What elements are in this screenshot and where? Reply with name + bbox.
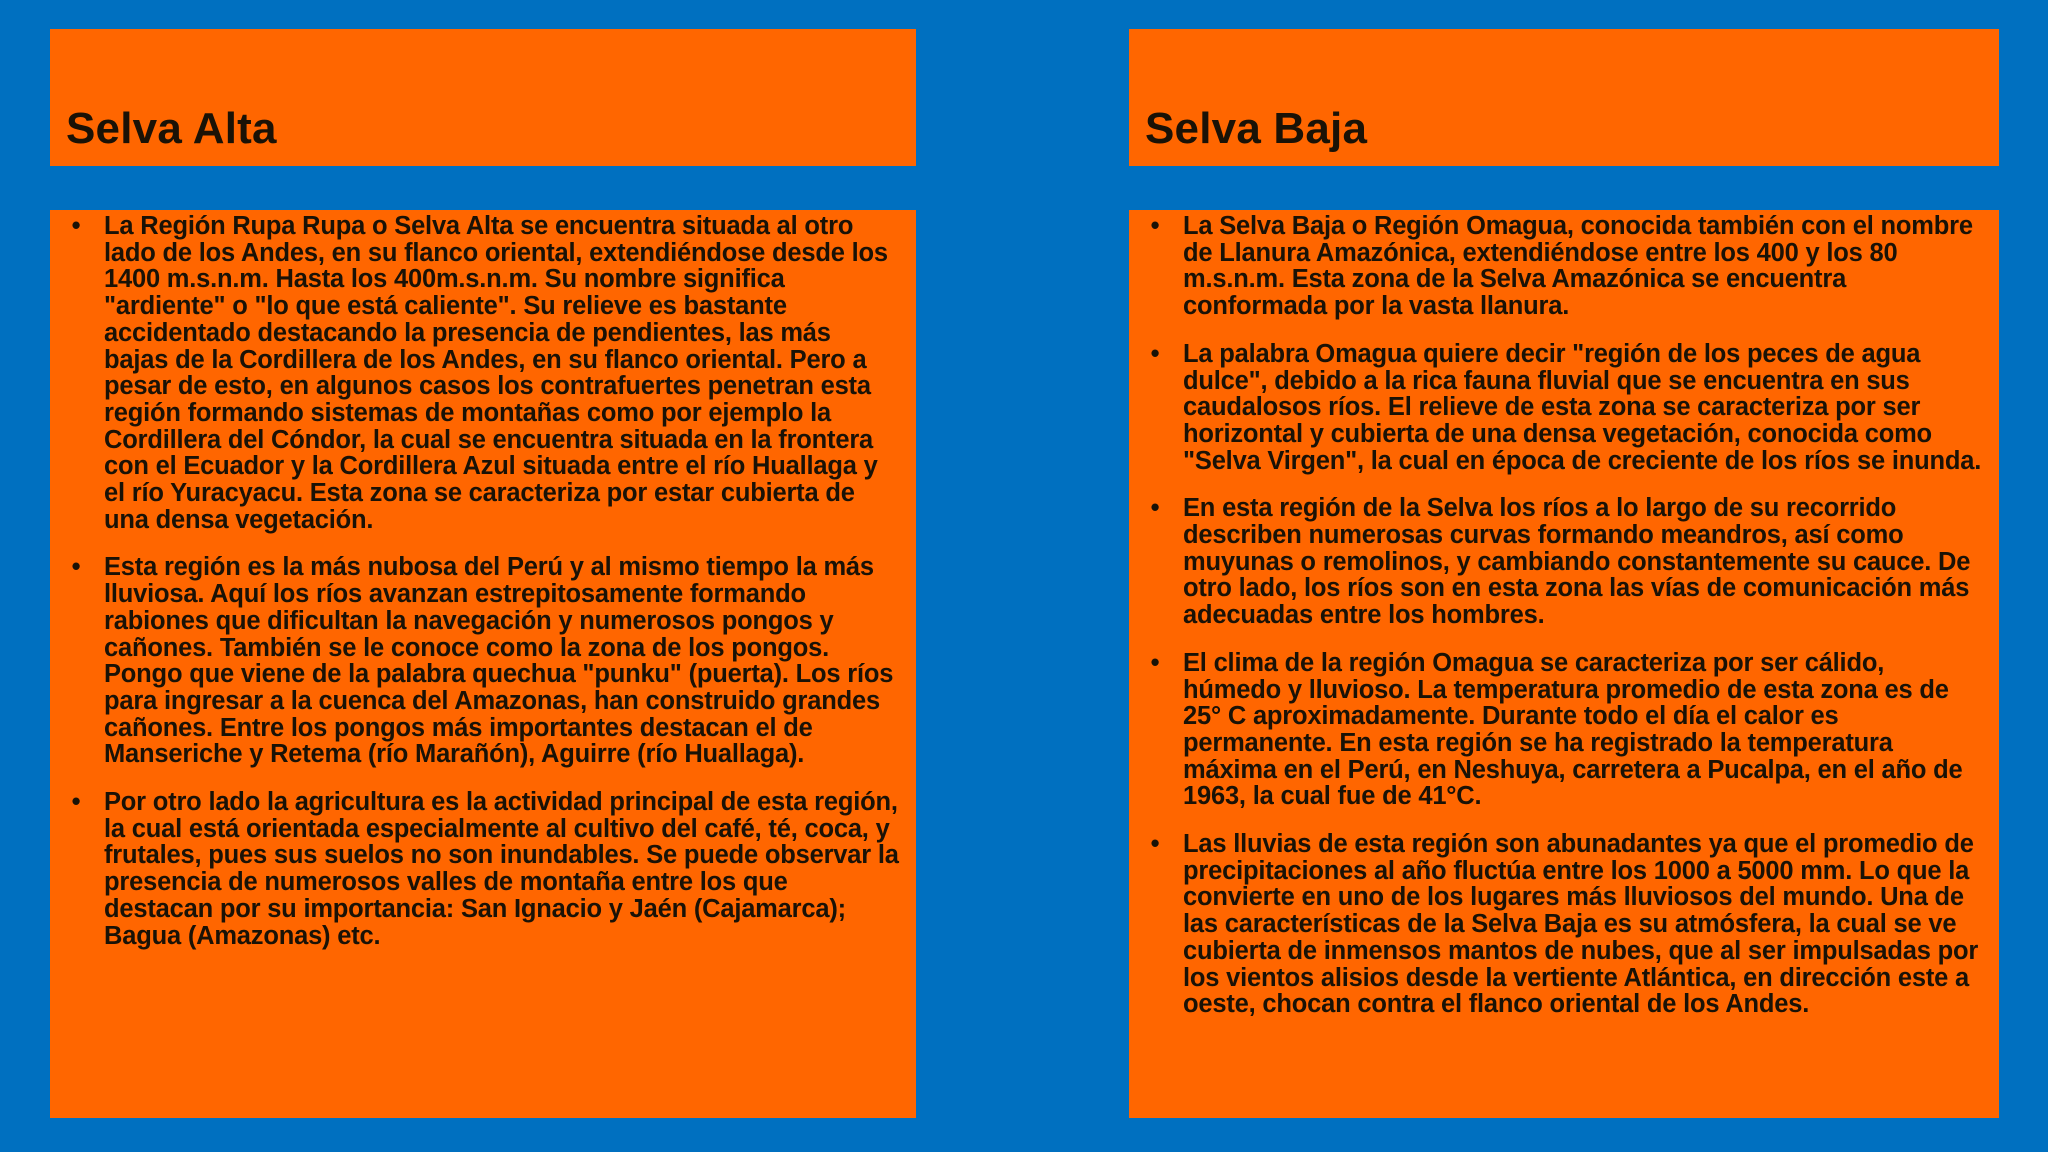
bullet-item bbox=[66, 554, 900, 768]
bullet-item bbox=[66, 789, 900, 949]
bullet-text: La palabra Omagua quiere decir "región de los peces de agua dulce", debido a la rica fauna fluvial que se encuentra en sus caudalosos ríos. El relieve de esta zona se caracteriza por ser horizontal y cubierta de una densa vegetación, conocida como "Selva Virgen", la cual en época de creciente de los ríos se inunda. bbox=[1183, 339, 1982, 475]
bullet-text: Por otro lado la agricultura es la actividad principal de esta región, la cual está orientada especialmente al cultivo del café, té, coca, y frutales, pues sus suelos no son inundables. Se puede observar la presencia de numerosos valles de montaña entre los que destacan por su importancia: San Ignacio y Jaén (Cajamarca); Bagua (Amazonas) etc. bbox=[104, 788, 899, 950]
bullet-item bbox=[66, 213, 900, 533]
bullet-glyph: • bbox=[1150, 212, 1160, 240]
selva-baja-title-panel bbox=[1129, 29, 1999, 166]
bullet-item bbox=[1145, 650, 1983, 810]
bullet-glyph: • bbox=[1150, 339, 1160, 368]
bullet-text: La Región Rupa Rupa o Selva Alta se encuentra situada al otro lado de los Andes, en su flanco oriental, extendiéndose desde los 1400 m.s.n.m. Hasta los 400m.s.n.m. Su nombre significa "ardiente" o "lo que está caliente". Su relieve es bastante accidentado destacando la presencia de pendientes, las más bajas de la Cordillera de los Andes, en su flanco oriental. Pero a pesar de esto, en algunos casos los contrafuertes penetran esta región formando sistemas de montañas como por ejemplo la Cordillera del Cóndor, la cual se encuentra situada en la frontera con el Ecuador y la Cordillera Azul situada entre el río Huallaga y el río Yuracyacu. Esta zona se caracteriza por estar cubierta de una densa vegetación. bbox=[104, 212, 888, 534]
bullet-glyph: • bbox=[1150, 830, 1160, 859]
selva-alta-title: Selva Alta bbox=[66, 104, 277, 153]
bullet-glyph: • bbox=[71, 553, 81, 582]
selva-alta-content-panel bbox=[50, 210, 916, 1118]
selva-baja-title: Selva Baja bbox=[1145, 104, 1368, 153]
bullet-item bbox=[1145, 495, 1983, 629]
bullet-text: En esta región de la Selva los ríos a lo largo de su recorrido describen numerosas curvas formando meandros, así como muyunas o remolinos, y cambiando constantemente su cauce. De otro lado, los ríos son en esta zona las vías de comunicación más adecuadas entre los hombres. bbox=[1183, 494, 1971, 630]
bullet-glyph: • bbox=[71, 788, 81, 817]
bullet-text: Las lluvias de esta región son abunadantes ya que el promedio de precipitaciones al año fluctúa entre los 1000 a 5000 mm. Lo que la convierte en uno de los lugares más lluviosos del mundo. Una de las características de la Selva Baja es su atmósfera, la cual se ve cubierta de inmensos mantos de nubes, que al ser impulsadas por los vientos alisios desde la vertiente Atlántica, en dirección este a oeste, chocan contra el flanco oriental de los Andes. bbox=[1183, 830, 1979, 1019]
selva-alta-title-panel bbox=[50, 29, 916, 166]
bullet-text: Esta región es la más nubosa del Perú y al mismo tiempo la más lluviosa. Aquí los ríos avanzan estrepitosamente formando rabiones que dificultan la navegación y numerosos pongos y cañones. También se le conoce como la zona de los pongos. Pongo que viene de la palabra quechua "punku" (puerta). Los ríos para ingresar a la cuenca del Amazonas, han construido grandes cañones. Entre los pongos más importantes destacan el de Manseriche y Retema (río Marañón), Aguirre (río Huallaga). bbox=[104, 553, 894, 769]
bullet-item bbox=[1145, 213, 1983, 320]
bullet-item bbox=[1145, 341, 1983, 475]
bullet-item bbox=[1145, 831, 1983, 1018]
selva-alta-bullet-list bbox=[66, 213, 900, 949]
bullet-glyph: • bbox=[1150, 648, 1160, 677]
selva-baja-bullet-list bbox=[1145, 213, 1983, 1018]
bullet-text: El clima de la región Omagua se caracteriza por ser cálido, húmedo y lluvioso. La temperatura promedio de esta zona es de 25° C aproximadamente. Durante todo el día el calor es permanente. En esta región se ha registrado la temperatura máxima en el Perú, en Neshuya, carretera a Pucalpa, en el año de 1963, la cual fue de 41°C. bbox=[1183, 648, 1963, 811]
bullet-glyph: • bbox=[71, 212, 81, 240]
selva-baja-content-panel bbox=[1129, 210, 1999, 1118]
bullet-glyph: • bbox=[1150, 494, 1160, 523]
bullet-text: La Selva Baja o Región Omagua, conocida también con el nombre de Llanura Amazónica, extendiéndose entre los 400 y los 80 m.s.n.m. Esta zona de la Selva Amazónica se encuentra conformada por la vasta llanura. bbox=[1183, 212, 1973, 321]
